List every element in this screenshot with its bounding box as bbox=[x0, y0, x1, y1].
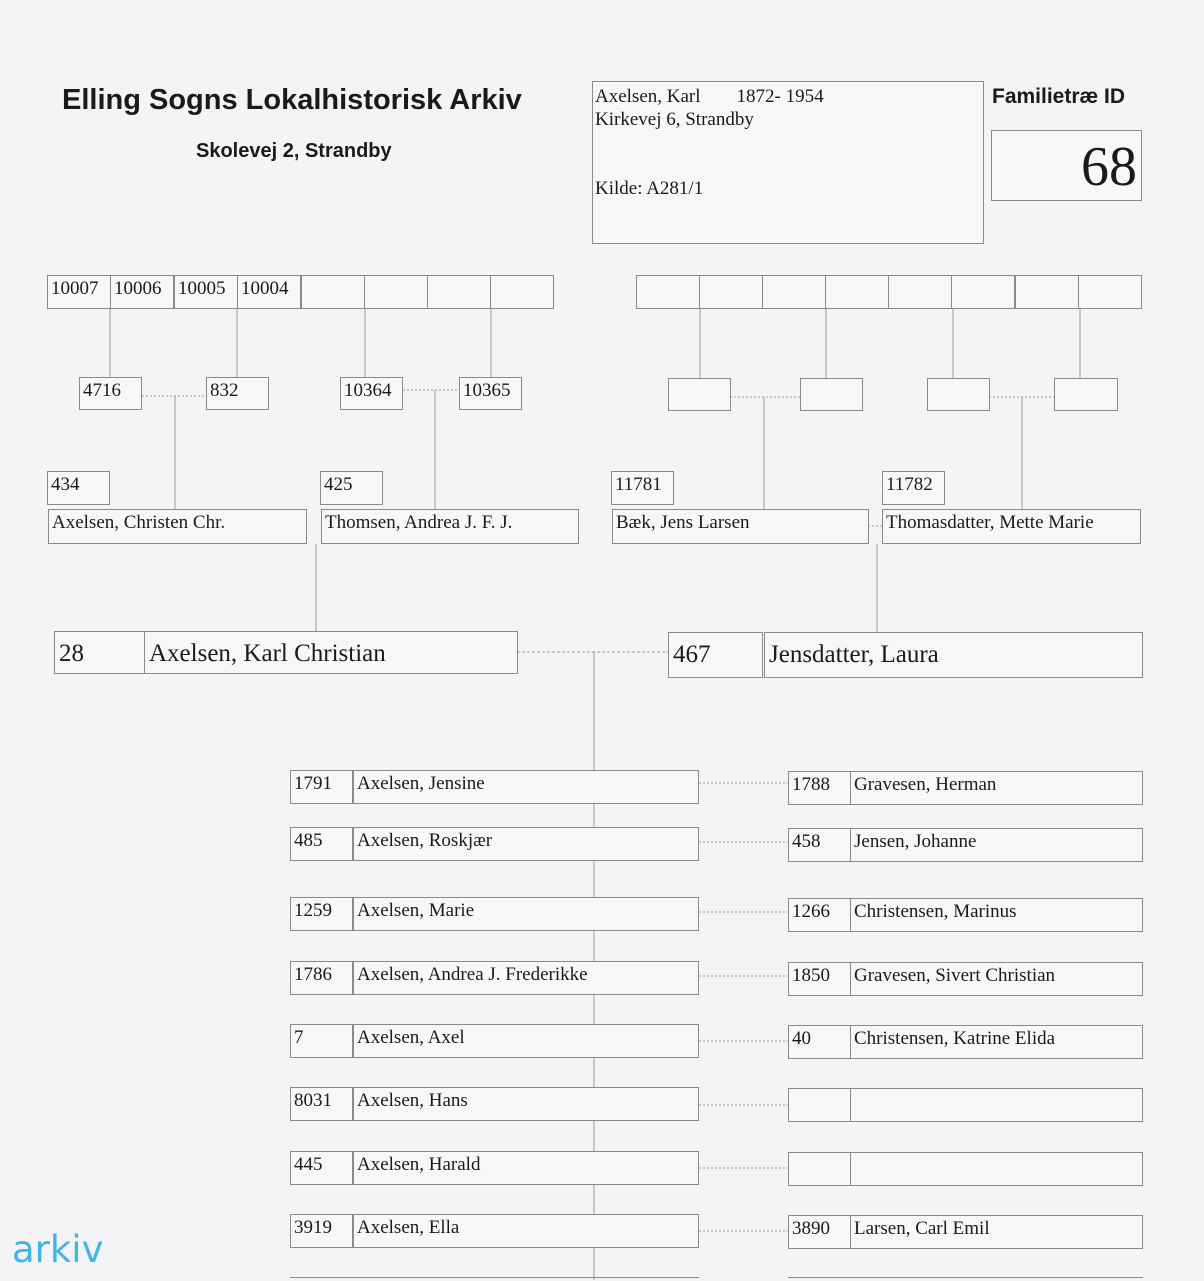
spouse-name: Christensen, Katrine Elida bbox=[850, 1025, 1143, 1059]
great-grandparent-id bbox=[699, 275, 763, 309]
parent-id: 11782 bbox=[882, 471, 945, 505]
spouse-name: Jensen, Johanne bbox=[850, 828, 1143, 862]
next-spouse-row-edge bbox=[788, 1277, 1143, 1281]
great-grandparent-id bbox=[1015, 275, 1079, 309]
arkiv-watermark: arkiv bbox=[12, 1228, 104, 1271]
great-grandparent-id bbox=[888, 275, 952, 309]
child-id: 3919 bbox=[290, 1214, 353, 1248]
grandparent-id: 10364 bbox=[340, 377, 403, 410]
great-grandparent-id bbox=[825, 275, 889, 309]
great-grandparent-id: 10007 bbox=[47, 275, 111, 309]
grandparent-id: 832 bbox=[206, 377, 269, 410]
spouse-name: Larsen, Carl Emil bbox=[850, 1215, 1143, 1249]
wife-id: 467 bbox=[668, 632, 763, 678]
family-tree-id: 68 bbox=[991, 130, 1142, 201]
grandparent-id bbox=[1054, 378, 1118, 411]
wife-name: Jensdatter, Laura bbox=[764, 632, 1143, 678]
person-years: 1872- 1954 bbox=[736, 86, 824, 107]
child-name: Axelsen, Andrea J. Frederikke bbox=[353, 961, 699, 995]
archive-address: Skolevej 2, Strandby bbox=[196, 140, 392, 162]
parent-name: Axelsen, Christen Chr. bbox=[48, 509, 307, 544]
parent-id: 434 bbox=[47, 471, 110, 505]
archive-title: Elling Sogns Lokalhistorisk Arkiv bbox=[62, 84, 522, 116]
next-child-row-edge bbox=[290, 1277, 699, 1281]
great-grandparent-id bbox=[364, 275, 428, 309]
family-tree-id-label: Familietræ ID bbox=[992, 85, 1126, 108]
spouse-id: 1788 bbox=[788, 771, 851, 805]
child-name: Axelsen, Ella bbox=[353, 1214, 699, 1248]
child-name: Axelsen, Axel bbox=[353, 1024, 699, 1058]
great-grandparent-id bbox=[951, 275, 1015, 309]
spouse-name bbox=[850, 1088, 1143, 1122]
great-grandparent-id bbox=[762, 275, 826, 309]
parent-name: Bæk, Jens Larsen bbox=[612, 509, 869, 544]
spouse-id: 458 bbox=[788, 828, 851, 862]
spouse-id bbox=[788, 1088, 851, 1122]
grandparent-id: 10365 bbox=[459, 377, 522, 410]
child-id: 445 bbox=[290, 1151, 353, 1185]
parent-id: 11781 bbox=[611, 471, 674, 505]
child-id: 485 bbox=[290, 827, 353, 861]
child-name: Axelsen, Jensine bbox=[353, 770, 699, 804]
spouse-id: 1266 bbox=[788, 898, 851, 932]
great-grandparent-id bbox=[301, 275, 365, 309]
child-name: Axelsen, Marie bbox=[353, 897, 699, 931]
great-grandparent-id bbox=[1078, 275, 1142, 309]
great-grandparent-id bbox=[490, 275, 554, 309]
child-id: 1791 bbox=[290, 770, 353, 804]
parent-id: 425 bbox=[320, 471, 383, 505]
child-id: 7 bbox=[290, 1024, 353, 1058]
person-address: Kirkevej 6, Strandby bbox=[595, 109, 754, 130]
great-grandparent-id: 10004 bbox=[237, 275, 301, 309]
grandparent-id bbox=[800, 378, 863, 411]
spouse-id bbox=[788, 1152, 851, 1186]
child-name: Axelsen, Harald bbox=[353, 1151, 699, 1185]
parent-name: Thomasdatter, Mette Marie bbox=[882, 509, 1141, 544]
spouse-id: 3890 bbox=[788, 1215, 851, 1249]
great-grandparent-id bbox=[427, 275, 491, 309]
great-grandparent-id: 10005 bbox=[174, 275, 238, 309]
spouse-name bbox=[850, 1152, 1143, 1186]
spouse-name: Gravesen, Sivert Christian bbox=[850, 962, 1143, 996]
great-grandparent-id bbox=[636, 275, 700, 309]
grandparent-id bbox=[927, 378, 990, 411]
spouse-name: Christensen, Marinus bbox=[850, 898, 1143, 932]
spouse-name: Gravesen, Herman bbox=[850, 771, 1143, 805]
child-id: 1259 bbox=[290, 897, 353, 931]
spouse-id: 40 bbox=[788, 1025, 851, 1059]
person-info-box bbox=[592, 81, 984, 244]
child-name: Axelsen, Hans bbox=[353, 1087, 699, 1121]
husband-name: Axelsen, Karl Christian bbox=[144, 631, 518, 674]
grandparent-id bbox=[668, 378, 731, 411]
spouse-id: 1850 bbox=[788, 962, 851, 996]
grandparent-id: 4716 bbox=[79, 377, 142, 410]
great-grandparent-id: 10006 bbox=[110, 275, 174, 309]
child-id: 1786 bbox=[290, 961, 353, 995]
child-id: 8031 bbox=[290, 1087, 353, 1121]
source-reference: Kilde: A281/1 bbox=[595, 178, 704, 199]
parent-name: Thomsen, Andrea J. F. J. bbox=[321, 509, 579, 544]
person-name: Axelsen, Karl bbox=[595, 86, 701, 107]
child-name: Axelsen, Roskjær bbox=[353, 827, 699, 861]
husband-id: 28 bbox=[54, 631, 145, 674]
